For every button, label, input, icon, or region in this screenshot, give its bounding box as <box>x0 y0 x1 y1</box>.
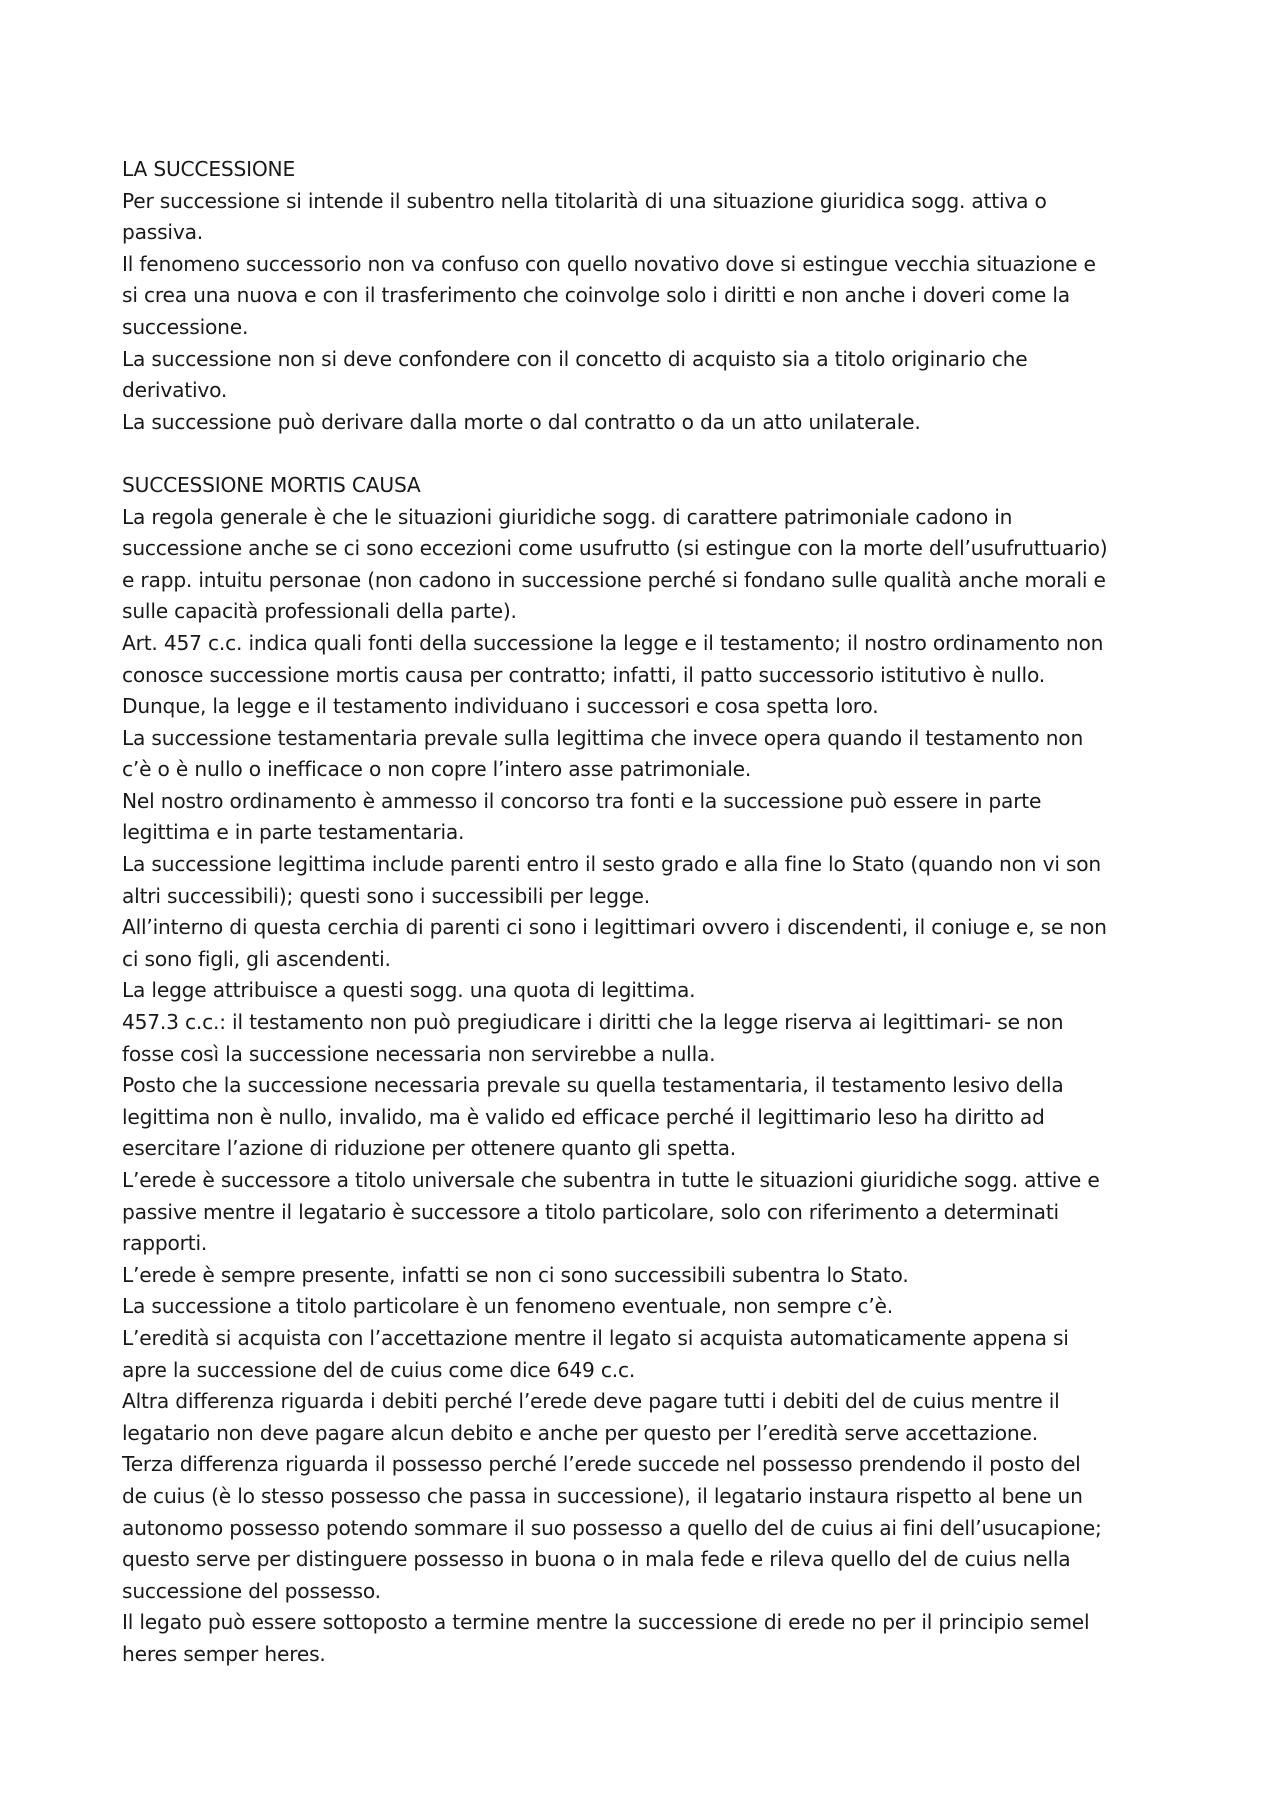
text-line: L’erede è sempre presente, infatti se non ci sono successibili subentra lo Stato. <box>122 1262 909 1287</box>
section-body <box>122 502 1182 1671</box>
text-line: L’eredità si acquista con l’accettazione mentre il legato si acquista automaticamente appena si <box>122 1325 1069 1350</box>
text-line: legittima non è nullo, invalido, ma è valido ed efficace perché il legittimario leso ha diritto ad <box>122 1104 1045 1129</box>
text-line: apre la successione del de cuius come dice 649 c.c. <box>122 1357 636 1382</box>
text-line: si crea una nuova e con il trasferimento che coinvolge solo i diritti e non anche i doveri come la <box>122 283 1070 308</box>
text-line: La regola generale è che le situazioni giuridiche sogg. di carattere patrimoniale cadono in <box>122 504 1013 529</box>
text-line: fosse così la successione necessaria non servirebbe a nulla. <box>122 1041 716 1066</box>
text-line: Dunque, la legge e il testamento individuano i successori e cosa spetta loro. <box>122 694 879 719</box>
text-line: La successione a titolo particolare è un fenomeno eventuale, non sempre c’è. <box>122 1294 893 1319</box>
text-line: esercitare l’azione di riduzione per ottenere quanto gli spetta. <box>122 1136 736 1161</box>
text-line: passiva. <box>122 220 203 245</box>
text-line: 457.3 c.c.: il testamento non può pregiudicare i diritti che la legge riserva ai legittimari- se non <box>122 1010 1064 1035</box>
text-line: questo serve per distinguere possesso in buona o in mala fede e rileva quello del de cuius nella <box>122 1547 1071 1572</box>
section-heading: SUCCESSIONE MORTIS CAUSA <box>122 472 421 497</box>
section-heading: LA SUCCESSIONE <box>122 157 296 181</box>
text-line: rapporti. <box>122 1231 208 1256</box>
text-line: successione anche se ci sono eccezioni come usufrutto (si estingue con la morte dell’usufruttuario) <box>122 536 1108 561</box>
text-line: derivativo. <box>122 378 228 403</box>
text-line: successione del possesso. <box>122 1578 381 1603</box>
text-line: La legge attribuisce a questi sogg. una quota di legittima. <box>122 978 696 1003</box>
text-line: passive mentre il legatario è successore a titolo particolare, solo con riferimento a determinati <box>122 1199 1059 1224</box>
text-line: L’erede è successore a titolo universale che subentra in tutte le situazioni giuridiche sogg. attive e <box>122 1168 1100 1192</box>
text-line: legatario non deve pagare alcun debito e anche per questo per l’eredità serve accettazione. <box>122 1420 1038 1445</box>
text-line: altri successibili); questi sono i successibili per legge. <box>122 883 650 908</box>
text-line: Il legato può essere sottoposto a termine mentre la successione di erede no per il principio semel <box>122 1610 1090 1635</box>
text-line: Art. 457 c.c. indica quali fonti della successione la legge e il testamento; il nostro ordinamento non <box>122 630 1104 655</box>
paragraph-gap <box>122 438 1182 470</box>
text-line: Altra differenza riguarda i debiti perché l’erede deve pagare tutti i debiti del de cuius mentre il <box>122 1389 1060 1414</box>
text-line: Terza differenza riguarda il possesso perché l’erede succede nel possesso prendendo il posto del <box>122 1452 1081 1477</box>
text-line: Per successione si intende il subentro nella titolarità di una situazione giuridica sogg. attiva o <box>122 188 1047 213</box>
text-line: Nel nostro ordinamento è ammesso il concorso tra fonti e la successione può essere in parte <box>122 788 1042 813</box>
text-line: La successione testamentaria prevale sulla legittima che invece opera quando il testamento non <box>122 725 1084 750</box>
text-line: autonomo possesso potendo sommare il suo possesso a quello del de cuius ai fini dell’usucapione; <box>122 1515 1102 1540</box>
text-line: All’interno di questa cerchia di parenti ci sono i legittimari ovvero i discendenti, il coniuge e, se non <box>122 915 1107 940</box>
text-line: conosce successione mortis causa per contratto; infatti, il patto successorio istitutivo è nullo. <box>122 662 1045 687</box>
text-line: La successione legittima include parenti entro il sesto grado e alla fine lo Stato (quando non vi son <box>122 852 1102 877</box>
text-line: e rapp. intuitu personae (non cadono in successione perché si fondano sulle qualità anche morali e <box>122 567 1106 592</box>
text-line: sulle capacità professionali della parte). <box>122 599 517 624</box>
text-line: Il fenomeno successorio non va confuso con quello novativo dove si estingue vecchia situazione e <box>122 251 1096 276</box>
text-line: ci sono figli, gli ascendenti. <box>122 946 391 971</box>
document-body <box>122 154 1182 1671</box>
text-line: La successione può derivare dalla morte o dal contratto o da un atto unilaterale. <box>122 409 921 434</box>
text-line: de cuius (è lo stesso possesso che passa in successione), il legatario instaura rispetto al bene un <box>122 1483 1083 1508</box>
text-line: successione. <box>122 314 249 339</box>
text-line: c’è o è nullo o inefficace o non copre l’intero asse patrimoniale. <box>122 757 752 782</box>
text-line: legittima e in parte testamentaria. <box>122 820 465 845</box>
section-body <box>122 186 1182 439</box>
text-line: La successione non si deve confondere con il concetto di acquisto sia a titolo originario che <box>122 346 1028 371</box>
text-line: Posto che la successione necessaria prevale su quella testamentaria, il testamento lesivo della <box>122 1073 1064 1098</box>
text-line: heres semper heres. <box>122 1641 326 1666</box>
